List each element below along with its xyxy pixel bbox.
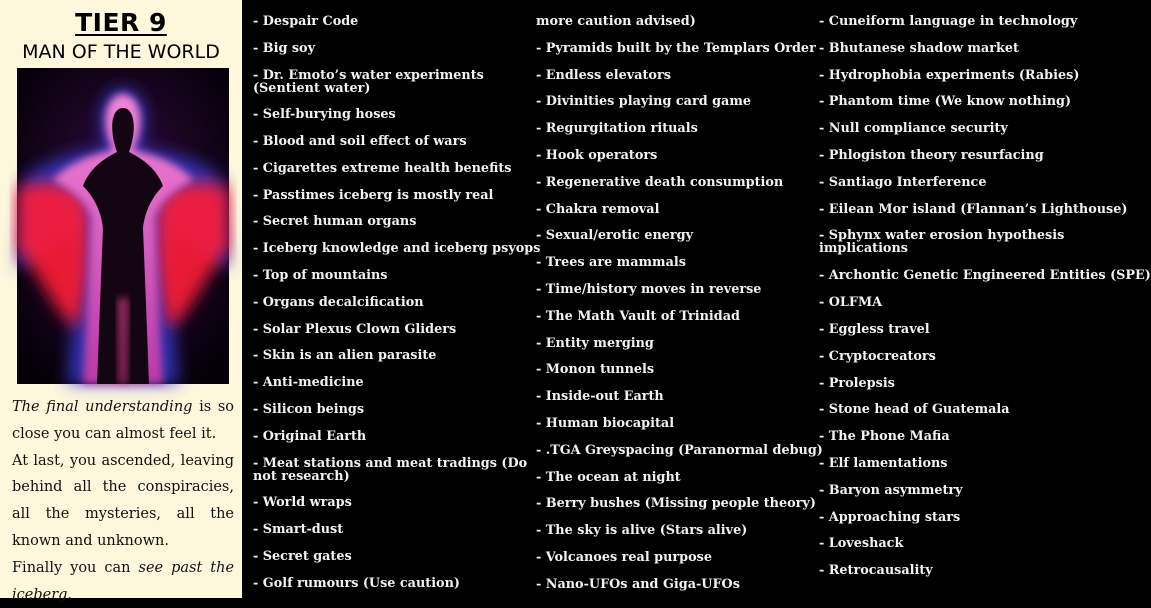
- list-item: - Time/history moves in reverse: [536, 281, 762, 297]
- tier-sidebar: [0, 0, 242, 603]
- list-item: - Secret human organs: [253, 214, 417, 230]
- list-item: - Retrocausality: [819, 563, 933, 579]
- list-item: - Sphynx water erosion hypothesis implications: [819, 228, 1065, 257]
- list-item: - Big soy: [253, 40, 316, 56]
- list-item: - Self-burying hoses: [253, 107, 396, 123]
- list-item: more caution advised): [536, 14, 696, 29]
- list-item: - Phantom time (We know nothing): [819, 94, 1072, 110]
- list-item: - Anti-medicine: [253, 375, 364, 391]
- list-item: - Iceberg knowledge and iceberg psyops: [253, 241, 541, 257]
- list-item: - Hook operators: [536, 147, 658, 163]
- list-column-1: [253, 9, 543, 597]
- list-item: - Regurgitation rituals: [536, 121, 698, 137]
- list-item: - Loveshack: [819, 536, 904, 552]
- list-item: - Divinities playing card game: [536, 94, 752, 110]
- list-item: - Chakra removal: [536, 201, 660, 217]
- list-item: - Golf rumours (Use caution): [253, 575, 460, 591]
- list-item: - Approaching stars: [819, 509, 961, 525]
- list-item: - Dr. Emoto’s water experiments (Sentient water): [253, 67, 484, 96]
- list-item: - Meat stations and meat tradings (Do not research): [253, 455, 528, 484]
- list-item: - Stone head of Guatemala: [819, 402, 1010, 418]
- tier-subtitle: MAN OF THE WORLD: [22, 41, 220, 63]
- tier-description: [12, 394, 234, 608]
- list-item: - Original Earth: [253, 428, 367, 444]
- list-item: - The sky is alive (Stars alive): [536, 523, 748, 539]
- list-item: - Top of mountains: [253, 267, 388, 283]
- list-item: - Nano-UFOs and Giga-UFOs: [536, 576, 740, 592]
- list-item: - Blood and soil effect of wars: [253, 133, 467, 149]
- tier-title: TIER 9: [75, 8, 167, 37]
- list-item: - Monon tunnels: [536, 362, 655, 378]
- list-item: - The ocean at night: [536, 469, 681, 485]
- list-item: - Cigarettes extreme health benefits: [253, 160, 512, 176]
- desc-paragraph-1: The final understanding is so close you can almost feel it.: [12, 399, 235, 442]
- list-item: - Null compliance security: [819, 121, 1008, 137]
- list-item: - Despair Code: [253, 14, 359, 29]
- desc-paragraph-2: At last, you ascended, leaving behind all the conspiracies, all the mysteries, all the known and unknown.: [12, 452, 234, 549]
- aura-figure-image: [17, 68, 229, 384]
- list-item: - Passtimes iceberg is mostly real: [253, 187, 494, 203]
- desc-paragraph-3: Finally you can see past the iceberg.: [12, 559, 235, 603]
- list-item: - Organs decalcification: [253, 294, 424, 310]
- list-item: - Baryon asymmetry: [819, 482, 963, 498]
- list-item: - Berry bushes (Missing people theory): [536, 496, 816, 512]
- list-item: - World wraps: [253, 495, 352, 511]
- list-item: - Solar Plexus Clown Gliders: [253, 321, 457, 337]
- list-column-2: [536, 9, 826, 599]
- list-item: - .TGA Greyspacing (Paranormal debug): [536, 442, 823, 458]
- list-item: - Inside-out Earth: [536, 389, 664, 405]
- list-item: - The Math Vault of Trinidad: [536, 308, 740, 324]
- list-item: - Silicon beings: [253, 401, 365, 417]
- list-item: - Sexual/erotic energy: [536, 228, 694, 244]
- list-item: - Endless elevators: [536, 67, 671, 83]
- list-item: - Santiago Interference: [819, 174, 987, 190]
- list-item: - Eilean Mor island (Flannan’s Lighthouse): [819, 201, 1128, 217]
- list-item: - Secret gates: [253, 548, 352, 564]
- list-item: - Pyramids built by the Templars Order: [536, 40, 816, 56]
- list-item: - Prolepsis: [819, 375, 895, 391]
- list-item: - Cryptocreators: [819, 348, 936, 364]
- list-item: - Volcanoes real purpose: [536, 549, 712, 565]
- list-item: - Skin is an alien parasite: [253, 348, 437, 364]
- list-item: - The Phone Mafia: [819, 429, 950, 445]
- list-item: - Bhutanese shadow market: [819, 40, 1019, 56]
- list-item: - Eggless travel: [819, 321, 930, 337]
- list-item: - OLFMA: [819, 295, 883, 311]
- list-item: - Archontic Genetic Engineered Entities (SPE): [819, 268, 1151, 284]
- list-item: - Human biocapital: [536, 415, 675, 431]
- list-column-3: [819, 9, 1151, 585]
- list-item: - Cuneiform language in technology: [819, 14, 1078, 29]
- list-item: - Regenerative death consumption: [536, 174, 784, 190]
- list-item: - Entity merging: [536, 335, 654, 351]
- list-item: - Elf lamentations: [819, 455, 948, 471]
- list-item: - Hydrophobia experiments (Rabies): [819, 67, 1080, 83]
- list-item: - Phlogiston theory resurfacing: [819, 147, 1044, 163]
- list-item: - Trees are mammals: [536, 255, 686, 271]
- list-item: - Smart-dust: [253, 521, 344, 537]
